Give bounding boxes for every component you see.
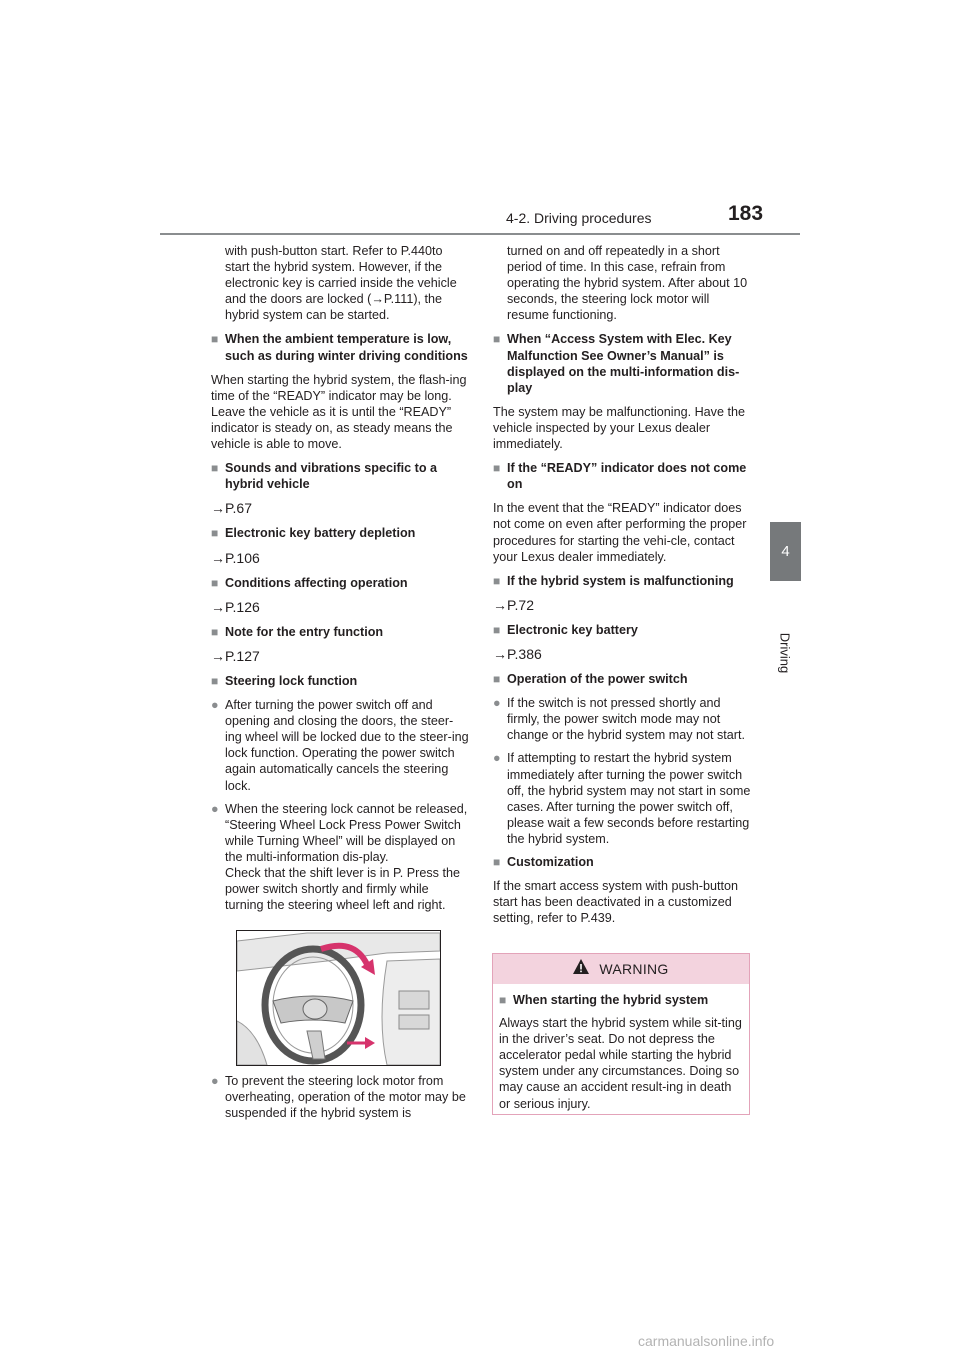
ready-paragraph: In the event that the “READY” indicator does not come on even after performing the proper procedures for starting the vehi-cle, contact your Lexus dealer immediately. bbox=[493, 501, 747, 564]
page-reference[interactable]: →P.106 bbox=[211, 549, 260, 566]
square-bullet-icon: ■ bbox=[493, 461, 501, 476]
page-reference[interactable]: →P.67 bbox=[211, 500, 252, 517]
bullet-item bbox=[493, 695, 751, 743]
square-bullet-icon: ■ bbox=[211, 575, 219, 590]
bullet-item bbox=[211, 1073, 483, 1121]
square-bullet-icon: ■ bbox=[493, 622, 501, 637]
heading-customization bbox=[493, 854, 751, 870]
heading-malfunction bbox=[493, 573, 751, 589]
heading-text: When the ambient temperature is low, such as during winter driving conditions bbox=[225, 332, 468, 363]
heading-power-switch bbox=[493, 671, 751, 687]
heading-text: Electronic key battery bbox=[507, 622, 638, 637]
heading-ambient bbox=[211, 331, 469, 363]
warning-heading bbox=[499, 992, 743, 1008]
square-bullet-icon: ■ bbox=[211, 624, 219, 639]
heading-steering bbox=[211, 673, 469, 689]
bullet-text: To prevent the steering lock motor from overheating, operation of the motor may be suspended if the hybrid system is bbox=[225, 1074, 466, 1121]
circle-bullet-icon: ● bbox=[493, 751, 501, 766]
page-reference[interactable]: →P.126 bbox=[211, 598, 260, 615]
square-bullet-icon: ■ bbox=[211, 673, 219, 688]
heading-text: Customization bbox=[507, 855, 594, 869]
warning-title: WARNING bbox=[599, 961, 669, 977]
heading-entry bbox=[211, 624, 469, 640]
steering-wheel-illustration bbox=[237, 931, 440, 1065]
heading-text: Note for the entry function bbox=[225, 624, 384, 639]
bullet-text: If attempting to restart the hybrid system immediately after turning the power switch off, the hybrid system may not start in some cases. After turning the power switch off, please wait a few seconds before restarting the hybrid system. bbox=[507, 751, 751, 846]
bullet-text: After turning the power switch off and opening and closing the doors, the steer-ing wheel will be locked due to the steer-ing lock function. Operating the power switch again automatically cancels the steering lock. bbox=[225, 698, 469, 793]
warning-header bbox=[493, 954, 749, 984]
page-number: 183 bbox=[728, 202, 764, 225]
square-bullet-icon: ■ bbox=[211, 526, 219, 541]
warning-box bbox=[492, 953, 750, 1115]
heading-text: Operation of the power switch bbox=[507, 672, 688, 687]
page-reference[interactable]: →P.72 bbox=[493, 596, 534, 613]
section-header: 4-2. Driving procedures bbox=[506, 210, 652, 226]
heading-key-battery bbox=[493, 622, 751, 638]
bullet-text: If the switch is not pressed shortly and firmly, the power switch mode may not change or the hybrid system may not start. bbox=[507, 696, 745, 743]
bullet-text: When the steering lock cannot be released, “Steering Wheel Lock Press Power Switch while Turning Wheel” will be displayed on the multi-information dis-play. bbox=[225, 801, 468, 864]
square-bullet-icon: ■ bbox=[493, 672, 501, 687]
heading-text: Steering lock function bbox=[225, 673, 358, 688]
heading-text: When starting the hybrid system bbox=[513, 993, 709, 1007]
heading-access-system bbox=[493, 331, 751, 395]
header-rule bbox=[160, 233, 800, 235]
ambient-paragraph: When starting the hybrid system, the flash-ing time of the “READY” indicator may be long. Leave the vehicle as it is until the “READY” indicator is steady on, as steady means the vehicle is able to move. bbox=[211, 372, 467, 452]
circle-bullet-icon: ● bbox=[211, 698, 219, 713]
bullet-item bbox=[493, 750, 751, 847]
chapter-tab bbox=[770, 522, 801, 581]
access-paragraph: The system may be malfunctioning. Have the vehicle inspected by your Lexus dealer immediately. bbox=[493, 404, 745, 452]
heading-text: If the hybrid system is malfunctioning bbox=[507, 573, 734, 588]
square-bullet-icon: ■ bbox=[493, 573, 501, 588]
intro-paragraph: with push-button start. Refer to P.440to start the hybrid system. However, if the electronic key is carried inside the vehicle and the doors are locked (→P.111), the hybrid system can be started. bbox=[225, 244, 457, 323]
continued-paragraph: turned on and off repeatedly in a short period of time. In this case, refrain from operating the hybrid system. After about 10 seconds, the steering lock motor will resume functioning. bbox=[507, 244, 748, 323]
square-bullet-icon: ■ bbox=[211, 461, 219, 476]
bullet-item bbox=[211, 697, 469, 794]
square-bullet-icon: ■ bbox=[211, 332, 219, 347]
heading-text: Sounds and vibrations specific to a hybrid vehicle bbox=[225, 461, 438, 492]
heading-conditions bbox=[211, 575, 469, 591]
heading-text: If the “READY” indicator does not come on bbox=[507, 461, 747, 492]
steering-lock-illustration bbox=[236, 930, 441, 1066]
left-column bbox=[211, 243, 469, 920]
heading-sounds bbox=[211, 460, 469, 492]
page-reference[interactable]: →P.127 bbox=[211, 647, 260, 664]
page-reference[interactable]: →P.386 bbox=[493, 645, 542, 662]
circle-bullet-icon: ● bbox=[211, 1074, 219, 1088]
heading-ready bbox=[493, 460, 751, 492]
customization-paragraph: If the smart access system with push-button start has been deactivated in a customized setting, refer to P.439. bbox=[493, 879, 738, 926]
heading-text: Electronic key battery depletion bbox=[225, 526, 416, 541]
heading-text: When “Access System with Elec. Key Malfunction See Owner’s Manual” is displayed on the multi-information dis-play bbox=[507, 332, 740, 395]
warning-text: Always start the hybrid system while sit-ting in the driver’s seat. Do not depress the accelerator pedal while starting the hybrid system under any circumstances. Doing so may cause an accident result-ing in death or serious injury. bbox=[499, 1016, 742, 1111]
square-bullet-icon: ■ bbox=[499, 993, 507, 1007]
watermark: carmanualsonline.info bbox=[638, 1333, 775, 1349]
warning-body bbox=[493, 984, 749, 1112]
heading-battery bbox=[211, 525, 469, 541]
chapter-label: Driving bbox=[777, 632, 793, 674]
square-bullet-icon: ■ bbox=[493, 332, 501, 347]
right-column bbox=[493, 243, 751, 934]
circle-bullet-icon: ● bbox=[493, 696, 501, 711]
circle-bullet-icon: ● bbox=[211, 801, 219, 816]
bullet-item bbox=[211, 801, 469, 914]
heading-text: Conditions affecting operation bbox=[225, 575, 408, 590]
chapter-number: 4 bbox=[781, 543, 790, 560]
warning-triangle-icon bbox=[573, 959, 589, 979]
bullet-text: Check that the shift lever is in P. Press the power switch shortly and firmly while turning the steering wheel left and right. bbox=[225, 866, 460, 913]
square-bullet-icon: ■ bbox=[493, 855, 501, 869]
